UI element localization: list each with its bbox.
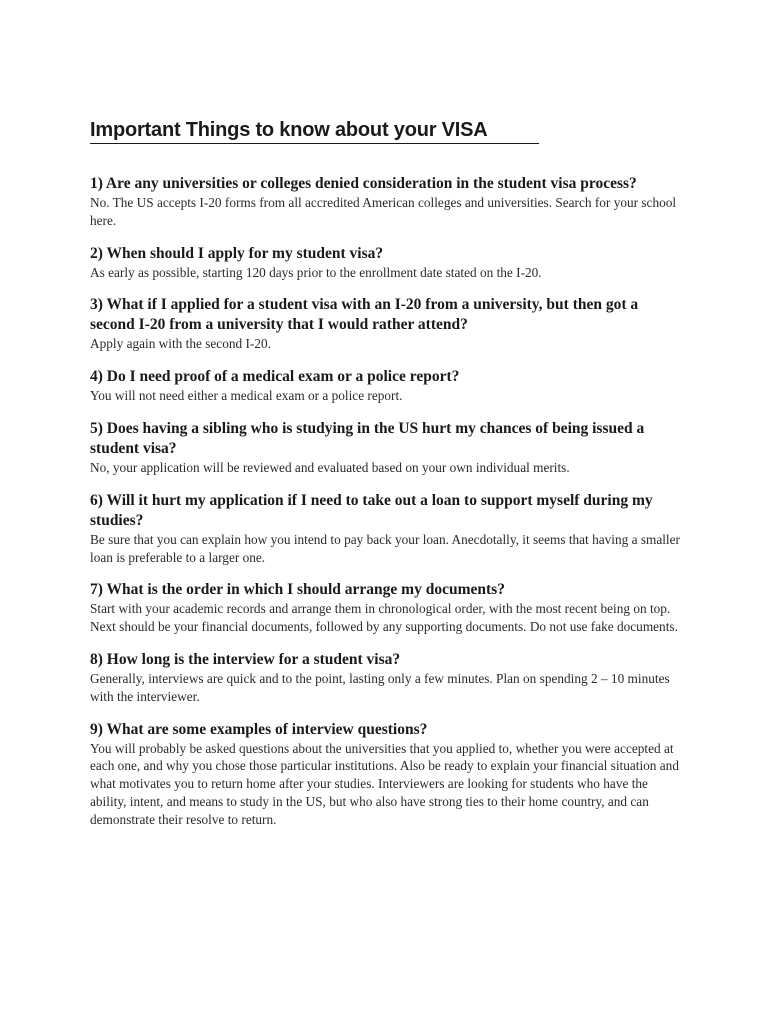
- faq-question-1: 1) Are any universities or colleges denied consideration in the student visa process?: [90, 175, 637, 192]
- faq-question-9: 9) What are some examples of interview questions?: [90, 720, 428, 738]
- faq-item-6: [90, 491, 680, 567]
- faq-answer-3: Apply again with the second I-20.: [90, 336, 271, 352]
- faq-answer-8: Generally, interviews are quick and to the point, lasting only a few minutes. Plan on spending 2 – 10 minutes with the interviewer.: [90, 670, 670, 704]
- faq-answer-2: As early as possible, starting 120 days prior to the enrollment date stated on the I-20.: [90, 264, 542, 280]
- faq-item-4: [90, 367, 680, 405]
- faq-item-8: [90, 650, 680, 706]
- faq-answer-4: You will not need either a medical exam or a police report.: [90, 388, 403, 404]
- faq-item-1: [90, 174, 680, 230]
- faq-item-2: [90, 244, 680, 282]
- faq-answer-1: No. The US accepts I-20 forms from all accredited American colleges and universities. Search for your school here.: [90, 195, 677, 228]
- faq-question-6: 6) Will it hurt my application if I need to take out a loan to support myself during my studies?: [90, 491, 653, 529]
- faq-item-7: [90, 580, 680, 636]
- faq-question-2: 2) When should I apply for my student visa?: [90, 244, 384, 262]
- faq-answer-9: You will probably be asked questions about the universities that you applied to, whether you were accepted at each one, and why you chose those particular institutions. Also be ready to explain your financial situation and what motivates you to return home after your studies. Interviewers are looking for students who have the ability, intent, and means to study in the US, but who also have strong ties to their home country, and can demonstrate their resolve to return.: [90, 740, 679, 827]
- faq-answer-5: No, your application will be reviewed and evaluated based on your own individual merits.: [90, 459, 570, 475]
- faq-question-7: 7) What is the order in which I should arrange my documents?: [90, 581, 505, 599]
- faq-item-9: [90, 720, 680, 829]
- faq-answer-7: Start with your academic records and arrange them in chronological order, with the most recent being on top. Next should be your financial documents, followed by any supporting documents. Do not use fake documents.: [90, 601, 678, 635]
- document-page: [90, 118, 680, 843]
- faq-question-8: 8) How long is the interview for a student visa?: [90, 650, 401, 668]
- faq-item-3: [90, 295, 680, 353]
- faq-question-3: 3) What if I applied for a student visa with an I-20 from a university, but then got a second I-20 from a university that I would rather attend?: [90, 296, 639, 334]
- faq-question-4: 4) Do I need proof of a medical exam or a police report?: [90, 368, 460, 386]
- faq-item-5: [90, 419, 680, 477]
- document-title: Important Things to know about your VISA: [90, 118, 539, 144]
- faq-question-5: 5) Does having a sibling who is studying in the US hurt my chances of being issued a student visa?: [90, 419, 645, 457]
- faq-answer-6: Be sure that you can explain how you intend to pay back your loan. Anecdotally, it seems that having a smaller loan is preferable to a larger one.: [90, 531, 680, 565]
